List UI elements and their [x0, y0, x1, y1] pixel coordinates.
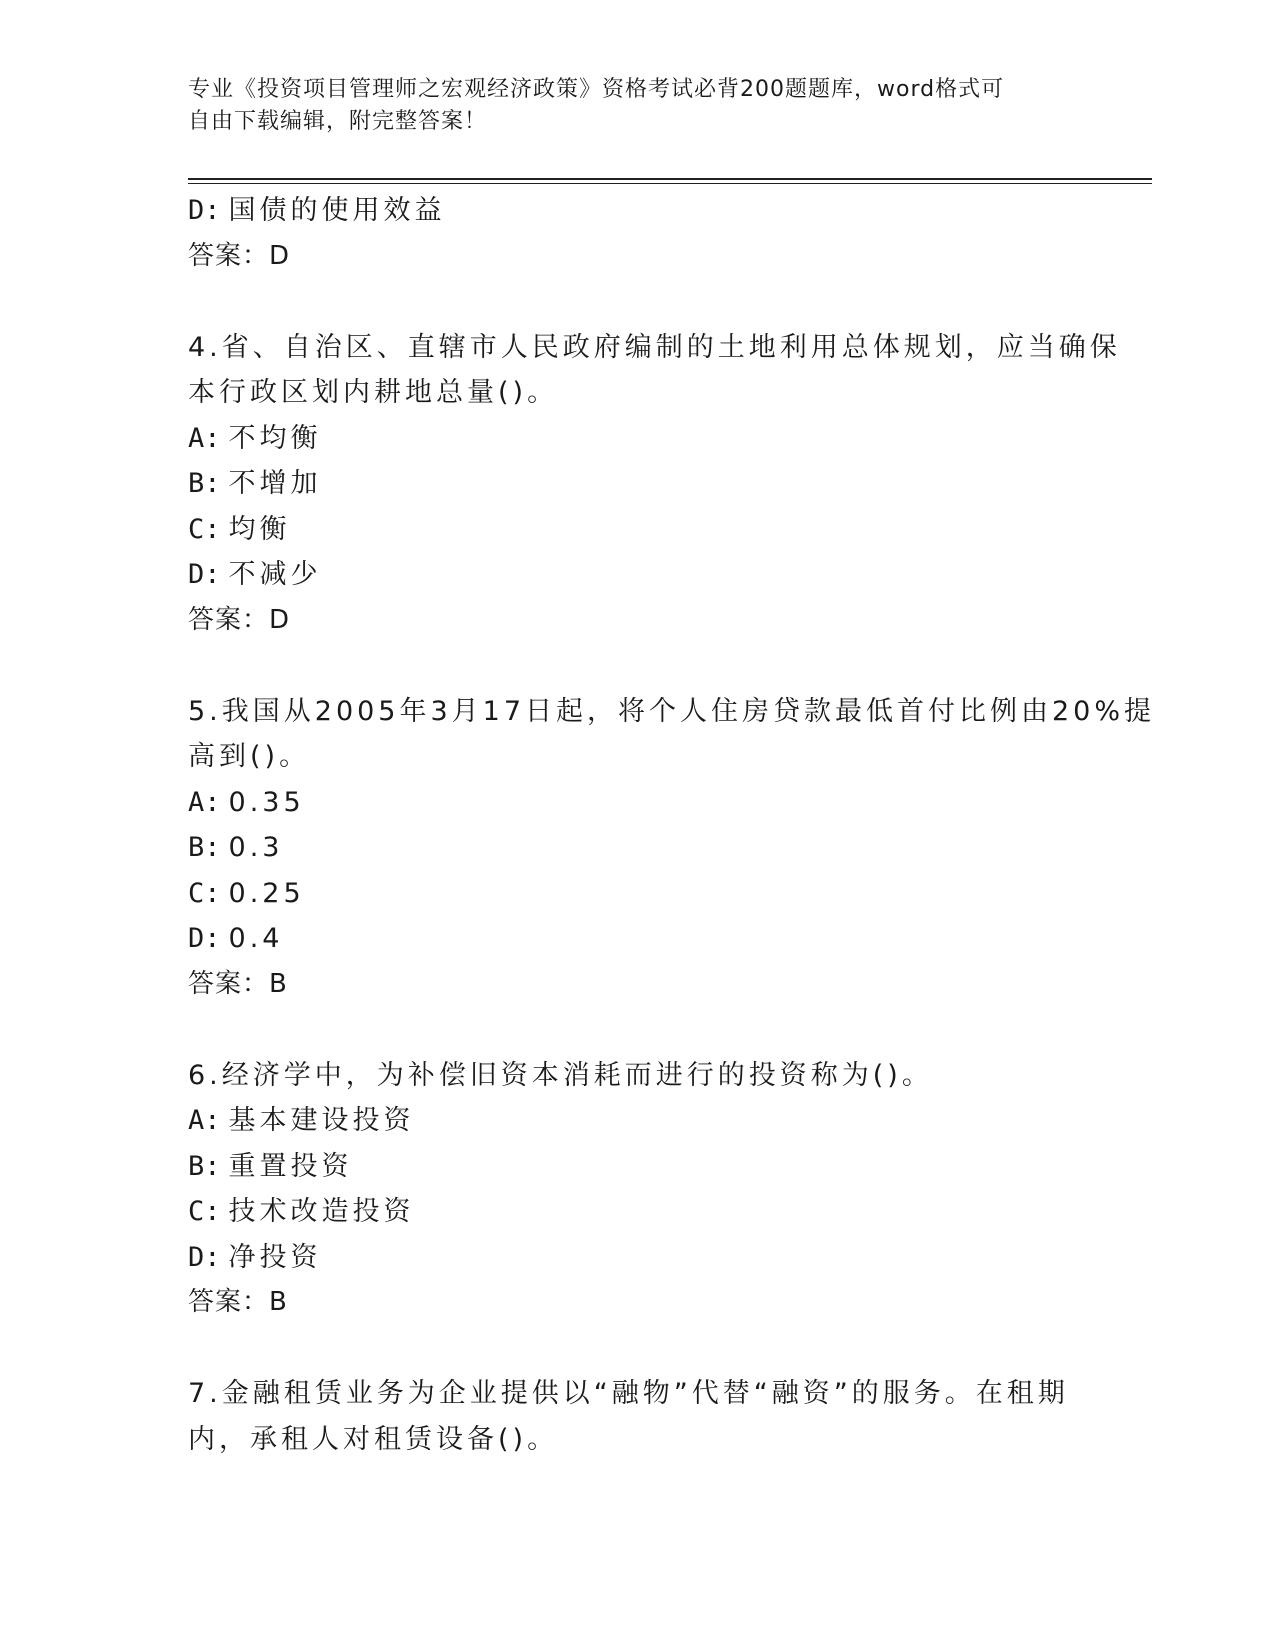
option-label: C:: [188, 1196, 221, 1227]
option-text: 技术改造投资: [228, 1196, 415, 1227]
header-divider-thick: [188, 178, 1152, 180]
header-line-1: 专业《投资项目管理师之宏观经济政策》资格考试必背200题题库，word格式可: [188, 77, 1005, 102]
question-stem-line: 6.经济学中，为补偿旧资本消耗而进行的投资称为()。: [188, 1059, 933, 1091]
answer: 答案：B: [188, 1287, 288, 1317]
option-label: B:: [188, 468, 221, 499]
option-c: [188, 871, 1088, 917]
question-stem-line: 7.金融租赁业务为企业提供以“融物”代替“融资”的服务。在租期: [188, 1378, 1069, 1409]
header-line-2: 自由下载编辑，附完整答案！: [188, 109, 488, 134]
option-label: C:: [188, 877, 221, 909]
question-5: [188, 689, 1156, 1008]
spacer: [188, 1007, 1088, 1053]
option-text: 净投资: [228, 1241, 322, 1273]
question-stem-line: 高到()。: [188, 741, 311, 772]
option-text: 均衡: [228, 513, 291, 545]
option-b: [188, 825, 1088, 871]
option-label: D:: [188, 195, 221, 226]
option-text: 基本建设投资: [228, 1105, 415, 1136]
option-d: [188, 552, 1088, 598]
option-label: B:: [188, 832, 221, 863]
question-6: [188, 1053, 1088, 1326]
option-d: [188, 1235, 1088, 1281]
spacer: [188, 643, 1088, 689]
option-text: 0.35: [228, 786, 305, 818]
option-a: [188, 416, 1088, 462]
option-text: 不均衡: [228, 422, 322, 454]
answer: 答案：D: [188, 240, 291, 271]
option-label: D:: [188, 923, 221, 954]
option-d: [188, 916, 1088, 962]
option-label: A:: [188, 422, 221, 454]
question-stem-line: 4.省、自治区、直辖市人民政府编制的土地利用总体规划，应当确保: [188, 331, 1121, 363]
option-label: A:: [188, 1105, 221, 1136]
option-label: D:: [188, 1241, 221, 1273]
question-stem-line: 本行政区划内耕地总量()。: [188, 377, 559, 408]
question-stem-line: 5.我国从2005年3月17日起，将个人住房贷款最低首付比例由20%提: [188, 695, 1156, 727]
option-d: [188, 188, 1088, 234]
header-divider-thin: [188, 183, 1152, 184]
spacer: [188, 279, 1088, 325]
question-7: [188, 1371, 1088, 1462]
option-text: 不减少: [228, 559, 322, 590]
option-text: 0.25: [228, 877, 305, 909]
question-stem-line: 内，承租人对租赁设备()。: [188, 1423, 559, 1455]
question-3-tail: [188, 188, 1088, 279]
option-a: [188, 780, 1088, 826]
spacer: [188, 1326, 1088, 1372]
option-a: [188, 1098, 1088, 1144]
option-text: 不增加: [228, 468, 322, 499]
option-b: [188, 461, 1088, 507]
document-header: [188, 74, 1068, 138]
option-text: 0.3: [228, 832, 284, 863]
option-text: 0.4: [228, 923, 284, 954]
option-c: [188, 1189, 1088, 1235]
option-label: D:: [188, 559, 221, 590]
option-label: B:: [188, 1150, 221, 1182]
question-4: [188, 325, 1121, 644]
answer: 答案：B: [188, 968, 288, 999]
option-text: 重置投资: [228, 1150, 353, 1182]
option-text: 国债的使用效益: [228, 195, 446, 226]
answer: 答案：D: [188, 604, 291, 635]
option-label: A:: [188, 786, 221, 818]
option-b: [188, 1144, 1088, 1190]
question-list: [188, 188, 1156, 1462]
option-label: C:: [188, 513, 221, 545]
option-c: [188, 507, 1088, 553]
